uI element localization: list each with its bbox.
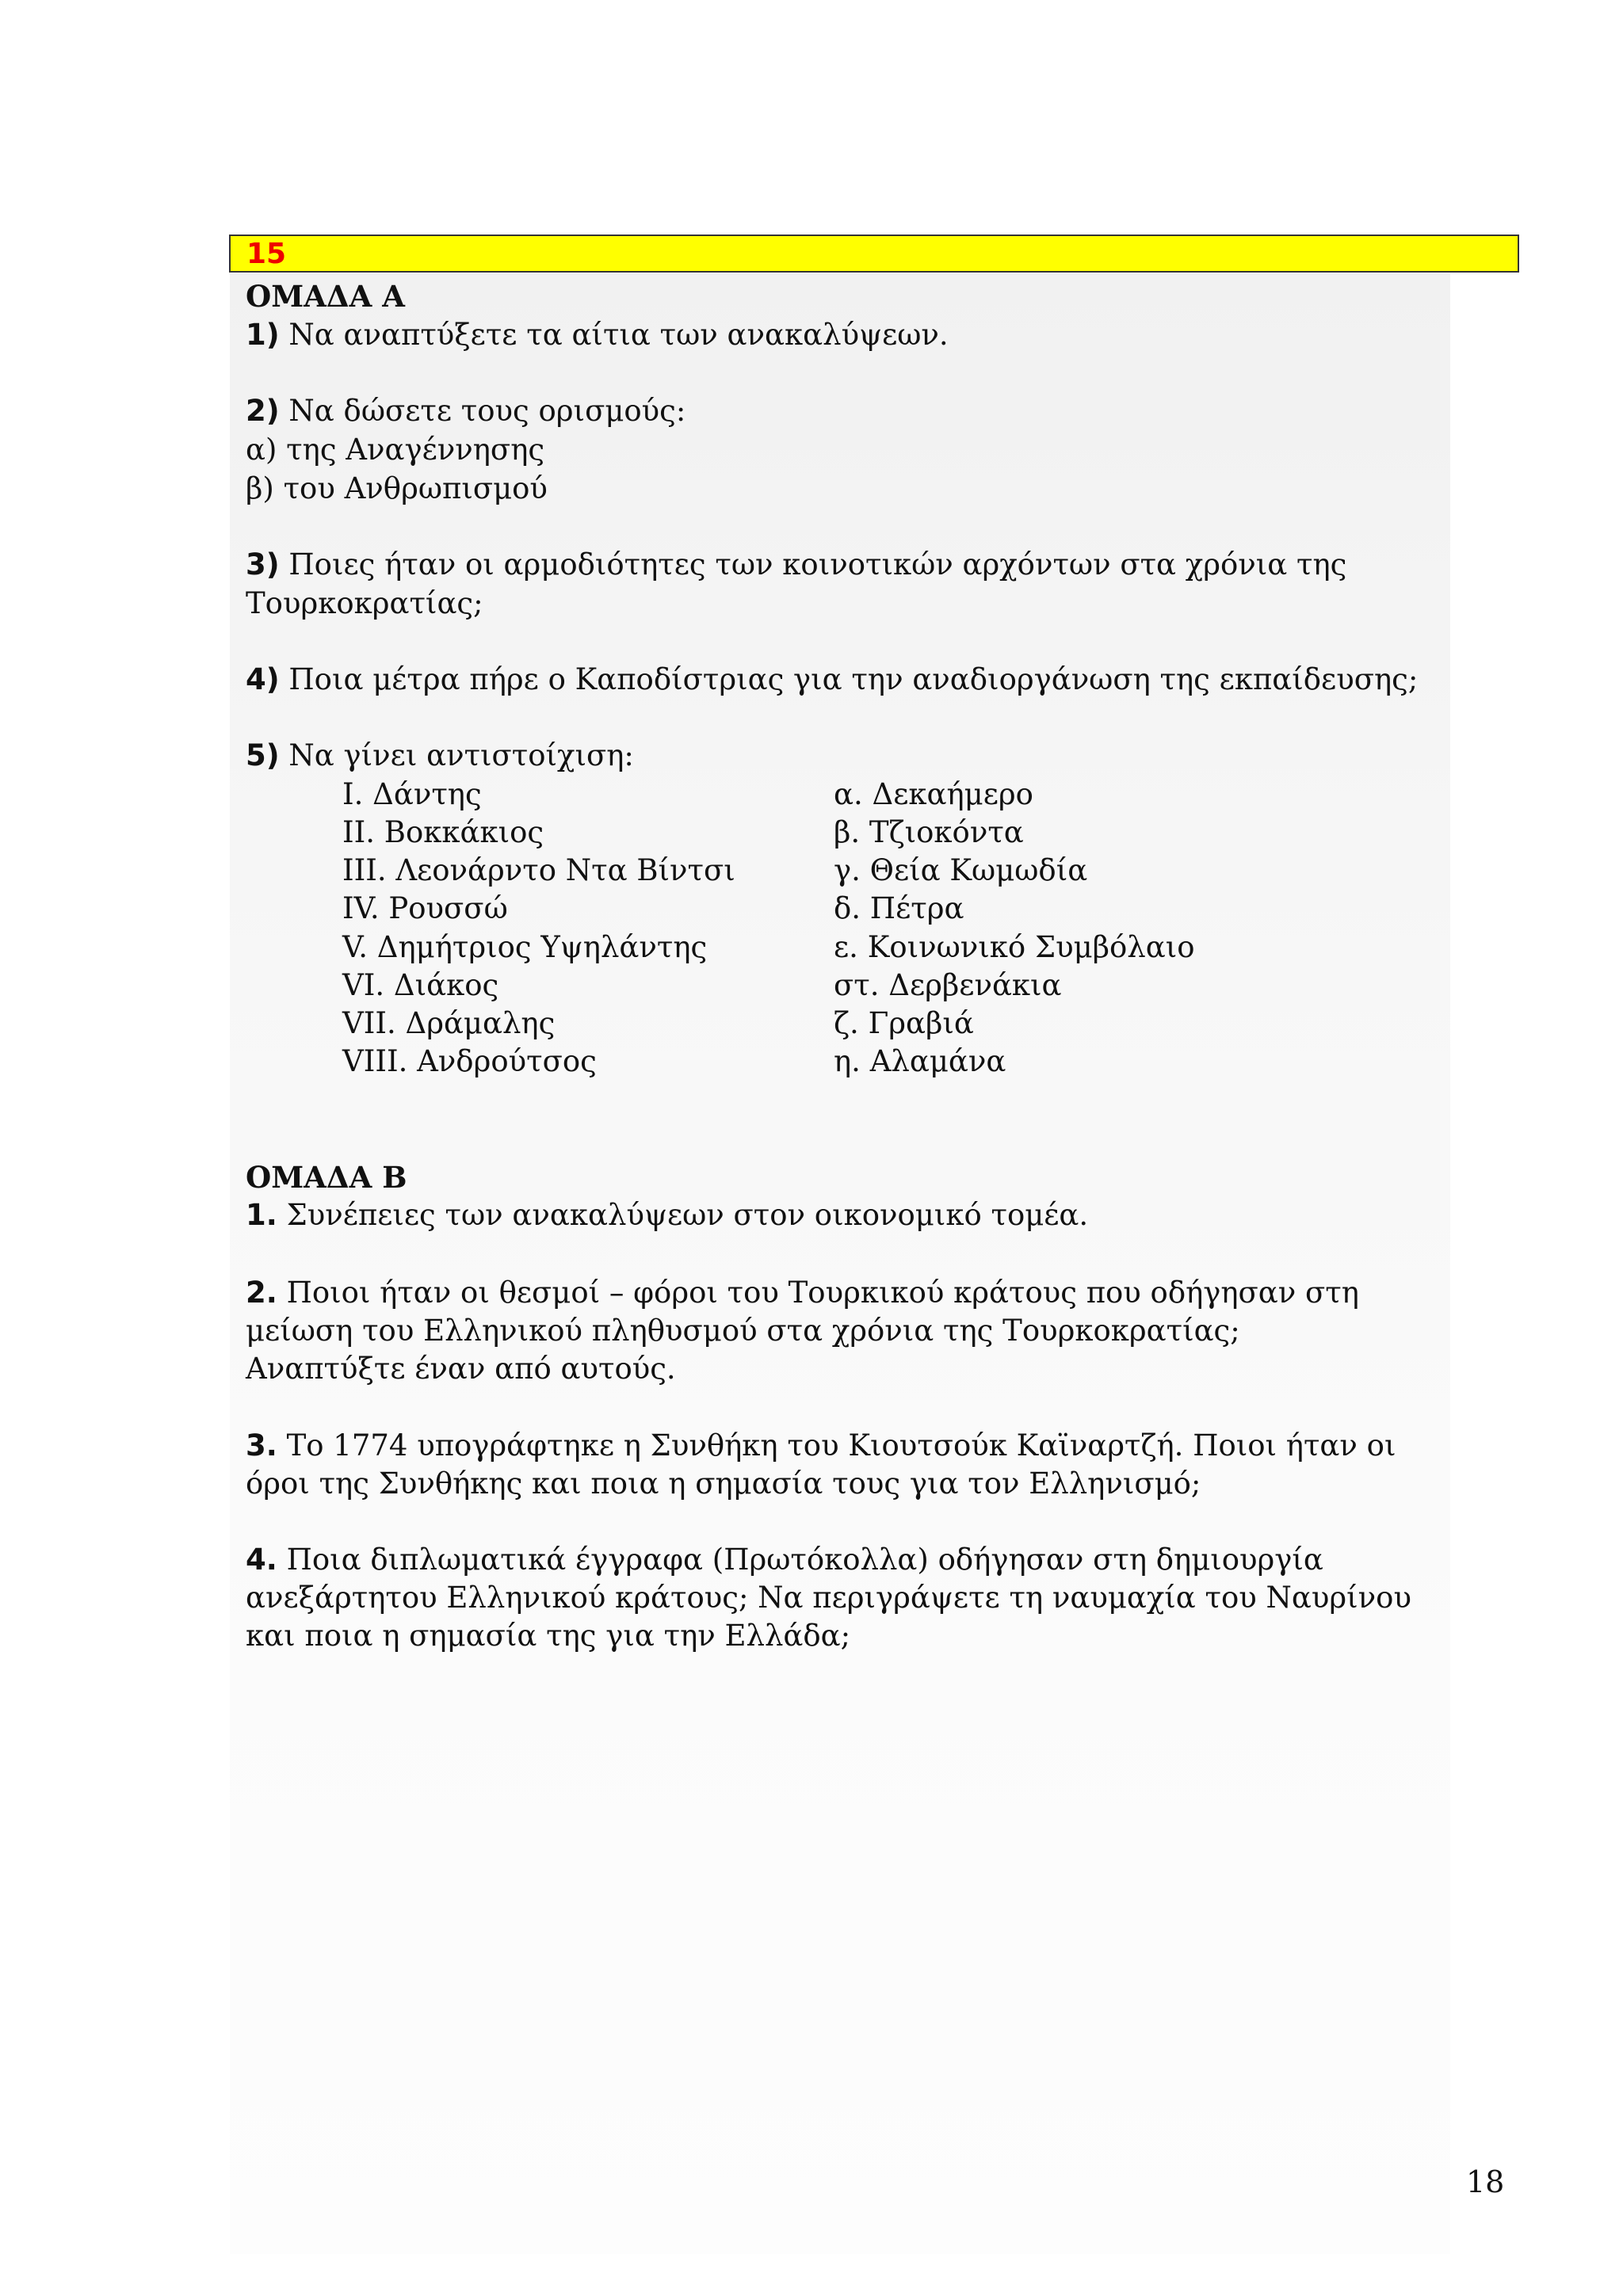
question-b1 [246,1196,1088,1234]
question-number: 4. [246,1543,277,1577]
question-a1 [246,316,949,354]
question-number: 4) [246,662,280,696]
question-b2-line3: Αναπτύξτε έναν από αυτούς. [246,1352,676,1386]
group-a-title: ΟΜΑΔΑ Α [246,279,405,314]
question-text: Να αναπτύξετε τα αίτια των ανακαλύψεων. [279,318,949,352]
question-number: 3) [246,547,280,582]
match-right-item: α. Δεκαήμερο [834,777,1033,811]
page-number: 18 [1466,2164,1505,2199]
match-left-item: II. Βοκκάκιος [342,815,544,849]
section-number: 15 [246,238,287,270]
question-number: 2) [246,394,280,428]
match-right-item: δ. Πέτρα [834,891,964,925]
question-text: Ποιοι ήταν οι θεσμοί – φόροι του Τουρκικού κράτους που οδήγησαν στη [277,1276,1359,1310]
match-right-item: ζ. Γραβιά [834,1006,974,1040]
question-number: 1. [246,1198,277,1232]
match-left-item: I. Δάντης [342,777,482,811]
match-left-item: V. Δημήτριος Υψηλάντης [342,930,708,964]
question-a2-option-b: β) του Ανθρωπισμού [246,471,548,505]
match-left-item: VII. Δράμαλης [342,1006,556,1040]
question-b4 [246,1541,1323,1579]
question-b2 [246,1274,1359,1312]
question-b4-line3: και ποια η σημασία της για την Ελλάδα; [246,1619,851,1653]
question-text: Να δώσετε τους ορισμούς: [279,394,686,428]
question-b2-line2: μείωση του Ελληνικού πληθυσμού στα χρόνια της Τουρκοκρατίας; [246,1314,1240,1348]
question-a2 [246,392,685,430]
question-a4 [246,661,1418,699]
question-b3-line2: όροι της Συνθήκης και ποια η σημασία τους για τον Ελληνισμό; [246,1466,1201,1501]
match-right-item: γ. Θεία Κωμωδία [834,853,1088,887]
match-left-item: III. Λεονάρντο Ντα Βίντσι [342,853,735,887]
question-a3 [246,546,1346,584]
match-left-item: IV. Ρουσσώ [342,891,508,925]
match-right-item: β. Τζιοκόντα [834,815,1024,849]
match-right-item: ε. Κοινωνικό Συμβόλαιο [834,930,1195,964]
question-b3 [246,1427,1396,1465]
question-text: Συνέπειες των ανακαλύψεων στον οικονομικό τομέα. [277,1198,1089,1232]
question-text: Ποιες ήταν οι αρμοδιότητες των κοινοτικών αρχόντων στα χρόνια της [279,547,1347,582]
question-text: Να γίνει αντιστοίχιση: [279,738,634,772]
question-number: 2. [246,1276,277,1310]
question-a3-line2: Τουρκοκρατίας; [246,586,483,620]
question-text: Το 1774 υπογράφτηκε η Συνθήκη του Κιουτσούκ Καϊναρτζή. Ποιοι ήταν οι [277,1428,1396,1463]
group-b-title: ΟΜΑΔΑ Β [246,1160,407,1195]
question-b4-line2: ανεξάρτητου Ελληνικού κράτους; Να περιγράψετε τη ναυμαχία του Ναυρίνου [246,1581,1411,1615]
question-number: 1) [246,318,280,352]
question-number: 5) [246,738,280,772]
question-number: 3. [246,1428,277,1463]
section-header-bar [229,235,1519,273]
question-a5 [246,737,634,775]
match-right-item: η. Αλαμάνα [834,1044,1006,1078]
match-right-item: στ. Δερβενάκια [834,968,1062,1002]
match-left-item: VIII. Ανδρούτσος [342,1044,597,1078]
match-left-item: VI. Διάκος [342,968,499,1002]
question-a2-option-a: α) της Αναγέννησης [246,433,545,467]
question-text: Ποια διπλωματικά έγγραφα (Πρωτόκολλα) οδήγησαν στη δημιουργία [277,1543,1323,1577]
question-text: Ποια μέτρα πήρε ο Καποδίστριας για την αναδιοργάνωση της εκπαίδευσης; [279,662,1419,696]
